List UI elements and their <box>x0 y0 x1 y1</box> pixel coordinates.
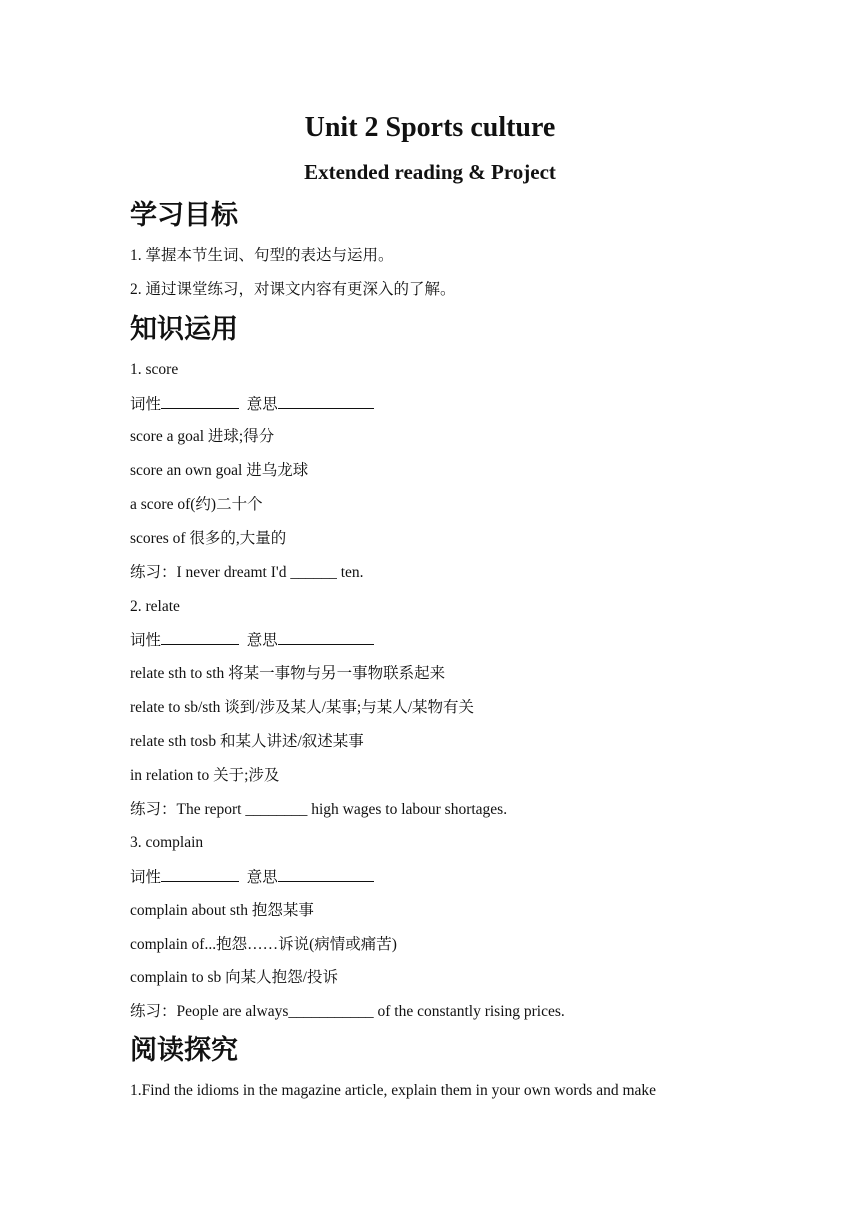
meaning-label: 意思 <box>246 396 278 413</box>
usage-line: score an own goal 进乌龙球 <box>130 462 309 479</box>
usage-line: relate to sb/sth 谈到/涉及某人/某事;与某人/某物有关 <box>130 699 474 716</box>
pos-meaning-line <box>130 866 374 889</box>
objective-item: 2. 通过课堂练习，对课文内容有更深入的了解。 <box>130 281 456 298</box>
reading-heading: 阅读探究 <box>130 1035 238 1066</box>
practice-line: 练习：The report ________ high wages to labour shortages. <box>130 801 508 818</box>
reading-item: 1.Find the idioms in the magazine article, explain them in your own words and make <box>130 1082 657 1099</box>
objective-item: 1. 掌握本节生词、句型的表达与运用。 <box>130 247 394 264</box>
usage-line: complain about sth 抱怨某事 <box>130 902 314 919</box>
usage-line: scores of 很多的,大量的 <box>130 530 287 547</box>
pos-blank <box>161 866 239 882</box>
pos-label: 词性 <box>130 869 162 886</box>
usage-line: complain of...抱怨……诉说(病情或痛苦) <box>130 936 397 953</box>
pos-meaning-line <box>130 393 374 416</box>
usage-line: in relation to 关于;涉及 <box>130 767 280 784</box>
meaning-label: 意思 <box>246 632 278 649</box>
usage-line: complain to sb 向某人抱怨/投诉 <box>130 969 338 986</box>
word-title: 3. complain <box>130 834 204 851</box>
practice-line: 练习：People are always___________ of the constantly rising prices. <box>130 1003 565 1020</box>
meaning-blank <box>278 393 374 409</box>
pos-label: 词性 <box>130 632 162 649</box>
meaning-blank <box>278 629 374 645</box>
practice-line: 练习：I never dreamt I'd ______ ten. <box>130 564 364 581</box>
pos-blank <box>161 393 239 409</box>
pos-blank <box>161 629 239 645</box>
word-title: 2. relate <box>130 598 180 615</box>
word-title: 1. score <box>130 361 179 378</box>
objectives-heading: 学习目标 <box>130 200 238 231</box>
meaning-blank <box>278 866 374 882</box>
usage-line: relate sth to sth 将某一事物与另一事物联系起来 <box>130 665 446 682</box>
document-title: Unit 2 Sports culture <box>304 112 556 143</box>
meaning-label: 意思 <box>246 869 278 886</box>
usage-line: score a goal 进球;得分 <box>130 428 275 445</box>
pos-meaning-line <box>130 629 374 652</box>
usage-line: relate sth tosb 和某人讲述/叙述某事 <box>130 733 364 750</box>
document-subtitle: Extended reading & Project <box>304 160 556 184</box>
usage-line: a score of(约)二十个 <box>130 496 263 513</box>
pos-label: 词性 <box>130 396 162 413</box>
knowledge-heading: 知识运用 <box>130 314 238 345</box>
